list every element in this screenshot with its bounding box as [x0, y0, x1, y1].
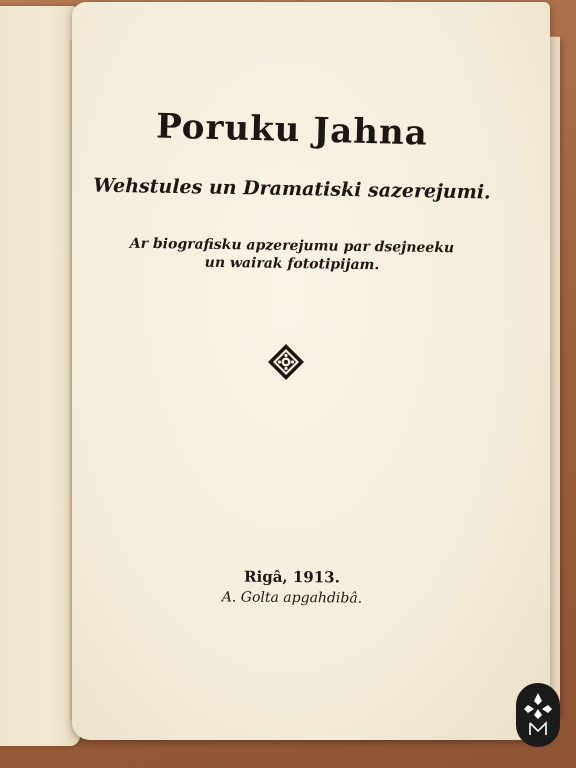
book-description-line-1: Ar biografisku apzerejumu par dsejneeku	[129, 235, 455, 257]
book-subtitle: Wehstules un Dramatiski sazerejumi.	[93, 174, 491, 204]
diamond-knot-ornament-icon	[267, 343, 305, 381]
book-title: Poruku Jahna	[155, 106, 429, 154]
logo-watermark-icon	[516, 683, 560, 747]
publication-place-year: Rigâ, 1913.	[244, 567, 340, 587]
publisher-line: A. Golta apgahdibâ.	[221, 589, 363, 607]
book-description-line-2: un wairak fototipijam.	[204, 254, 380, 274]
